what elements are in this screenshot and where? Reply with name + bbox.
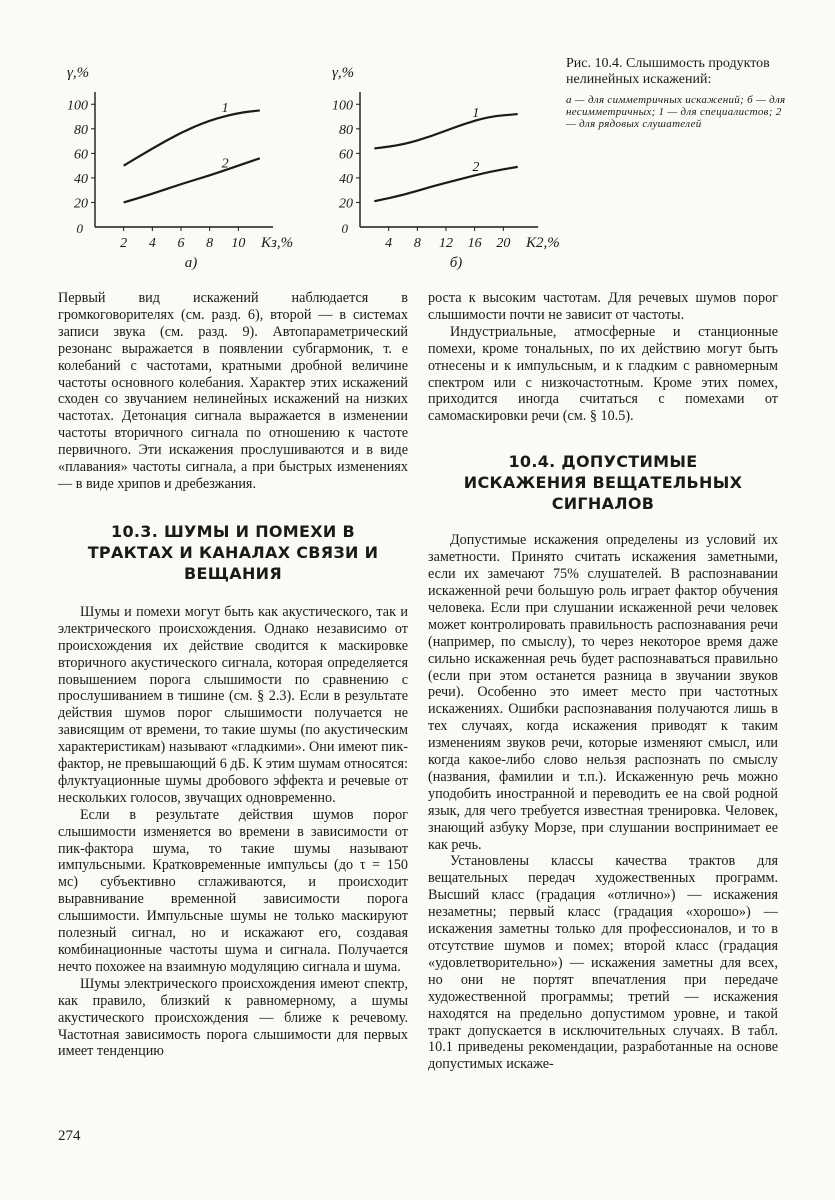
chart-b-series-2-label: 2 xyxy=(472,160,480,176)
chart-b-x-tick-label: 16 xyxy=(467,236,482,251)
chart-a-series-2-label: 2 xyxy=(221,156,229,172)
section-heading-10-4: 10.4. ДОПУСТИМЫЕ ИСКАЖЕНИЯ ВЕЩАТЕЛЬНЫХ СИГНАЛОВ xyxy=(463,452,743,514)
chart-a xyxy=(60,55,294,271)
caption-legend: а — для симметричных искажений; б — для несимметричных; 1 — для специалистов; 2 — для рядовых слушателей xyxy=(566,94,786,130)
right-paragraph-1: роста к высоким частотам. Для речевых шумов порог слышимости почти не зависит от частоты. xyxy=(428,290,778,323)
right-column xyxy=(428,290,778,1073)
chart-b-series-1-line xyxy=(374,114,517,148)
chart-b-x-tick-label: 8 xyxy=(413,236,421,251)
chart-a-series-1-line xyxy=(124,110,260,165)
chart-a-series-1-label: 1 xyxy=(221,101,229,117)
chart-a-panel-label: а) xyxy=(184,255,198,271)
chart-a-x-axis-label: Kз,% xyxy=(261,235,294,251)
chart-b-y-tick-label: 20 xyxy=(339,196,353,212)
left-paragraph-1: Первый вид искажений наблюдается в громкоговорителях (см. разд. 6), второй — в системах записи звука (см. разд. 9). Автопараметрический резонанс выражается в появлении субгармоник, т. е колебаний с частотами, кратными дробной величине частоты основного колебания. Характер этих искажений сходен со звучанием нелинейных искажений на низких частотах. Детонация сигнала выражается в изменении частоты вторичного сигнала по отношению к частоте первичного. Эти искажения прослушиваются и в виде «плавания» частоты сигнала, а при быстрых изменениях — в виде хрипов и дребезжания. xyxy=(58,290,408,492)
chart-a-x-tick-label: 4 xyxy=(148,236,156,251)
chart-a-series-2-line xyxy=(124,158,260,202)
left-column xyxy=(58,290,408,1060)
chart-b-series-1-label: 1 xyxy=(472,106,480,122)
chart-b-series-2-line xyxy=(374,167,517,201)
chart-a-y-tick-label: 60 xyxy=(74,147,88,163)
chart-a-y-tick-label: 100 xyxy=(67,98,88,114)
chart-b-y-tick-label: 60 xyxy=(339,147,353,163)
figure-caption xyxy=(566,56,786,130)
chart-a-x-tick-label: 8 xyxy=(206,236,214,251)
chart-a-x-tick-label: 2 xyxy=(120,236,128,251)
chart-b-x-tick-label: 20 xyxy=(496,236,511,251)
chart-a-y-axis-label: γ,% xyxy=(67,65,90,81)
chart-a-y-tick-label: 80 xyxy=(74,122,88,138)
chart-a-x-tick-label: 10 xyxy=(231,236,246,251)
chart-b-y-tick-label: 100 xyxy=(332,98,353,114)
chart-b-origin-label: 0 xyxy=(341,221,348,236)
chart-b xyxy=(325,55,560,271)
left-paragraph-3: Если в результате действия шумов порог слышимости изменяется во времени в зависимости от пик-фактора шума, то такие шумы называют импульсными. Кратковременные импульсы (до τ = 150 мс) субъективно сглаживаются, и происходит выравнивание временной зависимости порога слышимости. Импульсные шумы не только маскируют полезный сигнал, но и искажают его, создавая комбинационные частоты шума и сигнала. Получается нечто похожее на взаимную модуляцию сигнала и шума. xyxy=(58,806,408,975)
chart-a-svg xyxy=(60,55,294,271)
chart-b-y-tick-label: 80 xyxy=(339,122,353,138)
chart-b-y-axis-label: γ,% xyxy=(332,65,355,81)
right-paragraph-4: Установлены классы качества трактов для вещательных передач художественных программ. Высший класс (градация «отлично») — искажения незаметны; первый класс (градация «хорошо») — искажения заметны только для профессионалов, и то в отсутствие шумов и помех; второй класс (градация «удовлетворительно») — искажения заметны для всех, но они не портят впечатления при передаче художественной программы; третий — искажения находятся на предельно допустимом уровне, и такой тракт допускается в исключительных случаях. В табл. 10.1 приведены рекомендации, разработанные на основе допустимых искаже- xyxy=(428,853,778,1073)
chart-b-panel-label: б) xyxy=(449,255,463,271)
section-heading-10-3: 10.3. ШУМЫ И ПОМЕХИ В ТРАКТАХ И КАНАЛАХ СВЯЗИ И ВЕЩАНИЯ xyxy=(87,521,379,583)
chart-b-svg xyxy=(325,55,560,271)
chart-a-origin-label: 0 xyxy=(76,221,83,236)
right-paragraph-3: Допустимые искажения определены из условий их заметности. Принято считать искажения заметными, если их замечают 75% слушателей. В распознавании искаженной речи большую роль играет фактор обучения человека. Если при слушании искаженной речи человек может контролировать правильность распознавания речи (например, по смыслу), то через некоторое время даже сильно искаженная речь будет распознаваться правильно (если при этом останется разница в звучании звуков речи). Особенно это имеет место при частотных искажениях. Ошибки распознавания получаются лишь в тех случаях, когда искажения приводят к таким изменениям звуков речи, которые изменяют смысл, или когда какое-либо слово нельзя распознать по смыслу (названия, фамилии и т.п.). Искаженную речь можно уподобить иностранной и переводить ее на свой родной язык, для чего требуется известная тренировка. Человек, знающий азбуку Морзе, при слушании воспринимает ее как речь. xyxy=(428,532,778,853)
right-paragraph-2: Индустриальные, атмосферные и станционные помехи, кроме тональных, по их действию могут быть отнесены и к импульсным, и к гладким с равномерным спектром или с низкочастотным. Кроме этих помех, приходится иногда считаться с помехами от самомаскировки речи (см. § 10.5). xyxy=(428,323,778,425)
left-paragraph-4: Шумы электрического происхождения имеют спектр, как правило, близкий к равномерному, а шумы акустического происхождения — ближе к речевому. Частотная зависимость порога слышимости для первых имеет тенденцию xyxy=(58,975,408,1060)
page-number: 274 xyxy=(58,1128,81,1144)
left-paragraph-2: Шумы и помехи могут быть как акустического, так и электрического происхождения. Однако независимо от происхождения их действие сводится к маскировке вторичного акустического сигнала, которая определяется повышением порога слышимости по сравнению с прослушиванием в тишине (см. § 2.3). Если в результате действия шумов порог слышимости получается не зависящим от времени, то такие шумы (по акустическим характеристикам) называют «гладкими». Они имеют пик-фактор, не превышающий 6 дБ. К этим шумам относятся: флуктуационные шумы дробового эффекта и речевые от нескольких голосов, звучащих одновременно. xyxy=(58,603,408,806)
chart-b-x-tick-label: 4 xyxy=(385,236,393,251)
chart-a-y-tick-label: 20 xyxy=(74,196,88,212)
chart-b-x-tick-label: 12 xyxy=(439,236,453,251)
chart-a-y-tick-label: 40 xyxy=(74,171,88,187)
chart-b-y-tick-label: 40 xyxy=(339,171,353,187)
chart-b-x-axis-label: K2,% xyxy=(526,235,560,251)
chart-a-x-tick-label: 6 xyxy=(177,236,185,251)
caption-title: Рис. 10.4. Слышимость продуктов нелинейных искажений: xyxy=(566,56,770,87)
